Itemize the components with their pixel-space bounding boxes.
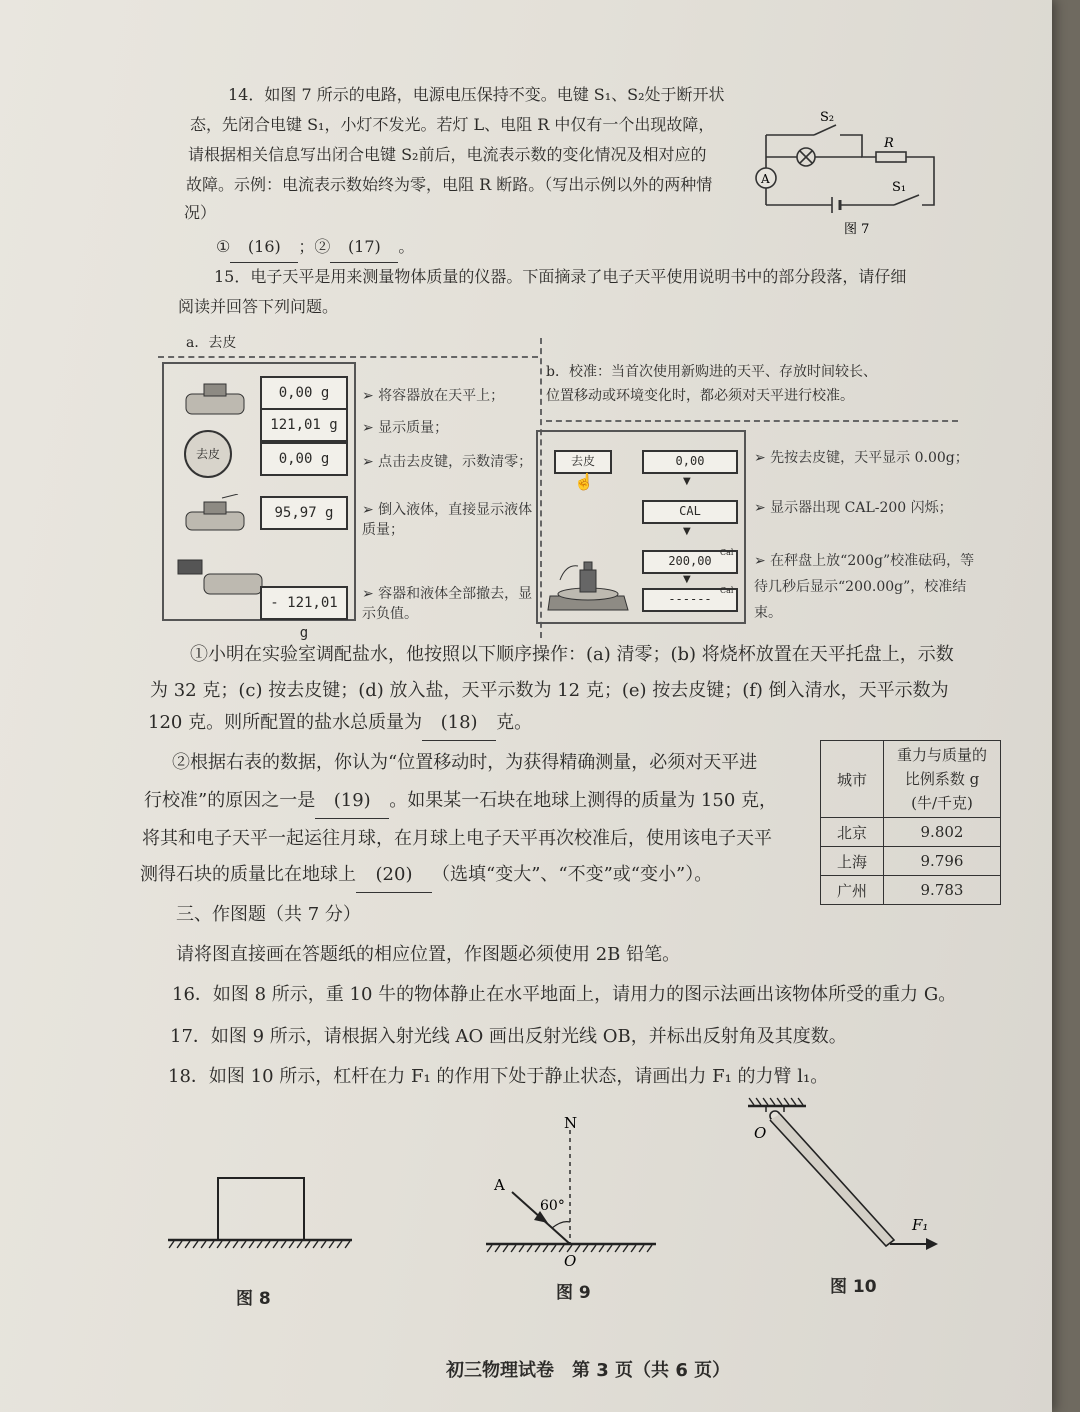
hatch-line bbox=[265, 1241, 270, 1248]
hatch-line bbox=[777, 1098, 782, 1105]
q14-line-1: 14．如图 7 所示的电路，电源电压保持不变。电键 S₁、S₂处于断开状 bbox=[228, 85, 725, 104]
divider bbox=[546, 420, 958, 422]
q14-answers: ① (16) ；② (17) 。 bbox=[216, 232, 414, 263]
q14-line-3: 请根据相关信息写出闭合电键 S₂前后，电流表示数的变化情况及相对应的 bbox=[188, 145, 707, 164]
display-reading: 0,00 g bbox=[260, 442, 348, 476]
figure-9-label: 图 9 bbox=[556, 1283, 591, 1303]
arrow-down-icon: ▼ bbox=[683, 476, 691, 487]
display-reading: ------ bbox=[642, 588, 738, 612]
q14-line-5: 况） bbox=[184, 203, 217, 222]
hatch-line bbox=[535, 1245, 540, 1252]
section-3-title: 三、作图题（共 7 分） bbox=[176, 904, 361, 925]
hatch-line bbox=[559, 1245, 564, 1252]
tare-step-note: ➢ 将容器放在天平上； bbox=[362, 388, 505, 404]
table-row: 上海 9.796 bbox=[821, 847, 1001, 876]
angle-label: 60° bbox=[540, 1198, 565, 1214]
figure-10-label: 图 10 bbox=[830, 1277, 877, 1297]
question-16: 16．如图 8 所示，重 10 牛的物体静止在水平地面上，请用力的图示法画出该物体所受的重力 G。 bbox=[172, 984, 957, 1005]
hatch-line bbox=[169, 1241, 174, 1248]
hatch-line bbox=[289, 1241, 294, 1248]
q15-sub1-line-1: ①小明在实验室调配盐水，他按照以下顺序操作：(a) 清零；(b) 将烧杯放置在天平托盘上，示数 bbox=[190, 644, 954, 665]
hatch-line bbox=[639, 1245, 644, 1252]
cal-tag: Cal bbox=[720, 586, 734, 595]
q15-sub1-line-2: 为 32 克；(c) 按去皮键；(d) 放入盐，天平示数为 12 克；(e) 按去皮键；(f) 倒入清水，天平示数为 bbox=[150, 680, 949, 701]
section-b-title-line-2: 位置移动或环境变化时，都必须对天平进行校准。 bbox=[546, 388, 854, 404]
q15-sub2-line-2: 行校准”的原因之一是 (19) 。如果某一石块在地球上测得的质量为 150 克， bbox=[144, 784, 777, 819]
section-a-illustration bbox=[162, 362, 356, 641]
hatch-line bbox=[177, 1241, 182, 1248]
section-3-instruction: 请将图直接画在答题纸的相应位置，作图题必须使用 2B 铅笔。 bbox=[176, 944, 681, 965]
section-a-title: a．去皮 bbox=[186, 335, 237, 351]
hatch-line bbox=[257, 1241, 262, 1248]
display-reading: 0,00 bbox=[642, 450, 738, 474]
hatch-line bbox=[607, 1245, 612, 1252]
hatch-line bbox=[217, 1241, 222, 1248]
hatch-line bbox=[623, 1245, 628, 1252]
figure-9 bbox=[480, 1110, 670, 1270]
hatch-line bbox=[241, 1241, 246, 1248]
table-row: 北京 9.802 bbox=[821, 818, 1001, 847]
gravity-coefficient-table bbox=[820, 740, 1001, 905]
hatch-line bbox=[249, 1241, 254, 1248]
tare-step-note: ➢ 显示质量； bbox=[362, 420, 449, 436]
hatch-line bbox=[519, 1245, 524, 1252]
scale-empty-icon bbox=[174, 552, 266, 602]
table-header-g: 重力与质量的 比例系数 g (牛/千克) bbox=[884, 741, 1001, 818]
figure-8 bbox=[160, 1160, 360, 1260]
hatch-line bbox=[615, 1245, 620, 1252]
cal-tag: Cal bbox=[720, 548, 734, 557]
s1-label: S₁ bbox=[892, 180, 907, 195]
q15-line-2: 阅读并回答下列问题。 bbox=[178, 297, 339, 316]
section-b-title-line-1: b．校准：当首次使用新购进的天平、存放时间较长、 bbox=[546, 364, 877, 380]
figure-8-label: 图 8 bbox=[236, 1289, 271, 1309]
blank-17[interactable]: (17) bbox=[330, 232, 398, 263]
tare-step-note: ➢ 倒入液体，直接显示液体质量； bbox=[362, 502, 533, 538]
hatch-line bbox=[273, 1241, 278, 1248]
hatch-line bbox=[503, 1245, 508, 1252]
hatch-line bbox=[756, 1098, 761, 1105]
arrow-down-icon: ▼ bbox=[683, 574, 691, 585]
hatch-line bbox=[329, 1241, 334, 1248]
hatch-line bbox=[791, 1098, 796, 1105]
tare-step-note: ➢ 点击去皮键，示数清零； bbox=[362, 454, 533, 470]
tare-button-icon: 去皮 bbox=[184, 430, 232, 478]
hatch-line bbox=[591, 1245, 596, 1252]
page-footer: 初三物理试卷 第 3 页（共 6 页） bbox=[446, 1360, 731, 1381]
hatch-line bbox=[631, 1245, 636, 1252]
hatch-line bbox=[185, 1241, 190, 1248]
arrow-down-icon: ▼ bbox=[683, 526, 691, 537]
figure-7-circuit bbox=[744, 105, 944, 240]
q14-line-4: 故障。示例：电流表示数始终为零，电阻 R 断路。（写出示例以外的两种情 bbox=[186, 175, 713, 194]
s2-label: S₂ bbox=[820, 110, 835, 125]
hatch-line bbox=[225, 1241, 230, 1248]
blank-20[interactable]: (20) bbox=[356, 858, 432, 893]
hatch-line bbox=[495, 1245, 500, 1252]
point-label-a: A bbox=[494, 1176, 505, 1194]
question-17: 17．如图 9 所示，请根据入射光线 AO 画出反射光线 OB，并标出反射角及其度数。 bbox=[170, 1026, 847, 1047]
hatch-line bbox=[233, 1241, 238, 1248]
scale-with-container-icon bbox=[182, 378, 252, 418]
tare-step-note: ➢ 容器和液体全部撤去，显示负值。 bbox=[362, 586, 533, 622]
hatch-line bbox=[487, 1245, 492, 1252]
calibration-step-note: ➢ 在秤盘上放“200g”校准砝码，等待几秒后显示“200.00g”，校准结束。 bbox=[754, 553, 975, 621]
pivot-label-o: O bbox=[754, 1124, 767, 1142]
ammeter-label: A bbox=[761, 172, 770, 186]
tare-button-icon: 去皮 bbox=[554, 450, 612, 474]
table-row: 广州 9.783 bbox=[821, 876, 1001, 905]
hatch-line bbox=[527, 1245, 532, 1252]
question-18: 18．如图 10 所示，杠杆在力 F₁ 的作用下处于静止状态，请画出力 F₁ 的力臂 l₁。 bbox=[168, 1066, 829, 1087]
hatch-line bbox=[337, 1241, 342, 1248]
blank-16[interactable]: (16) bbox=[230, 232, 298, 263]
q15-sub2-line-4: 测得石块的质量比在地球上 (20) （选填“变大”、“不变”或“变小”）。 bbox=[140, 858, 712, 893]
q14-line-2: 态，先闭合电键 S₁，小灯不发光。若灯 L、电阻 R 中仅有一个出现故障， bbox=[190, 115, 715, 134]
hatch-line bbox=[209, 1241, 214, 1248]
hatch-line bbox=[345, 1241, 350, 1248]
section-b-illustration bbox=[536, 430, 746, 624]
blank-19[interactable]: (19) bbox=[315, 784, 389, 819]
divider bbox=[158, 356, 538, 358]
hatch-line bbox=[551, 1245, 556, 1252]
display-reading: 0,00 g bbox=[260, 376, 348, 410]
figure-10 bbox=[740, 1094, 950, 1258]
hatch-line bbox=[321, 1241, 326, 1248]
calibration-step-note: ➢ 显示器出现 CAL-200 闪烁； bbox=[754, 500, 953, 516]
hatch-line bbox=[784, 1098, 789, 1105]
calibration-step-note: ➢ 先按去皮键，天平显示 0.00g； bbox=[754, 450, 969, 466]
hatch-line bbox=[583, 1245, 588, 1252]
table-header-city: 城市 bbox=[821, 741, 884, 818]
hatch-line bbox=[281, 1241, 286, 1248]
r-label: R bbox=[884, 136, 894, 151]
display-reading: 200,00 bbox=[642, 550, 738, 574]
blank-18[interactable]: (18) bbox=[422, 706, 496, 741]
display-reading: 95,97 g bbox=[260, 496, 348, 530]
hatch-line bbox=[749, 1098, 754, 1105]
display-reading: 121,01 g bbox=[260, 408, 348, 442]
q15-line-1: 15．电子天平是用来测量物体质量的仪器。下面摘录了电子天平使用说明书中的部分段落，请仔细 bbox=[214, 267, 907, 286]
display-reading: CAL bbox=[642, 500, 738, 524]
hatch-line bbox=[543, 1245, 548, 1252]
hatch-line bbox=[201, 1241, 206, 1248]
q15-sub2-line-1: ②根据右表的数据，你认为“位置移动时，为获得精确测量，必须对天平进 bbox=[172, 752, 758, 773]
hatch-line bbox=[647, 1245, 652, 1252]
q15-sub1-line-3: 120 克。则所配置的盐水总质量为 (18) 克。 bbox=[148, 706, 532, 741]
point-label-o: O bbox=[564, 1252, 577, 1270]
hatch-line bbox=[511, 1245, 516, 1252]
hatch-line bbox=[798, 1098, 803, 1105]
hand-pointer-icon: ☝ bbox=[574, 472, 594, 491]
normal-label-n: N bbox=[564, 1114, 578, 1132]
hatch-line bbox=[313, 1241, 318, 1248]
hatch-line bbox=[575, 1245, 580, 1252]
hatch-line bbox=[297, 1241, 302, 1248]
figure-7-label: 图 7 bbox=[844, 222, 870, 237]
hatch-line bbox=[770, 1098, 775, 1105]
display-reading: - 121,01 g bbox=[260, 586, 348, 620]
scale-with-weight-icon bbox=[544, 544, 634, 616]
q15-sub2-line-3: 将其和电子天平一起运往月球，在月球上电子天平再次校准后，使用该电子天平 bbox=[142, 828, 772, 849]
scale-pouring-icon bbox=[182, 494, 252, 534]
hatch-line bbox=[763, 1098, 768, 1105]
hatch-line bbox=[567, 1245, 572, 1252]
hatch-line bbox=[305, 1241, 310, 1248]
hatch-line bbox=[193, 1241, 198, 1248]
hatch-line bbox=[599, 1245, 604, 1252]
force-label-f1: F₁ bbox=[912, 1216, 929, 1234]
